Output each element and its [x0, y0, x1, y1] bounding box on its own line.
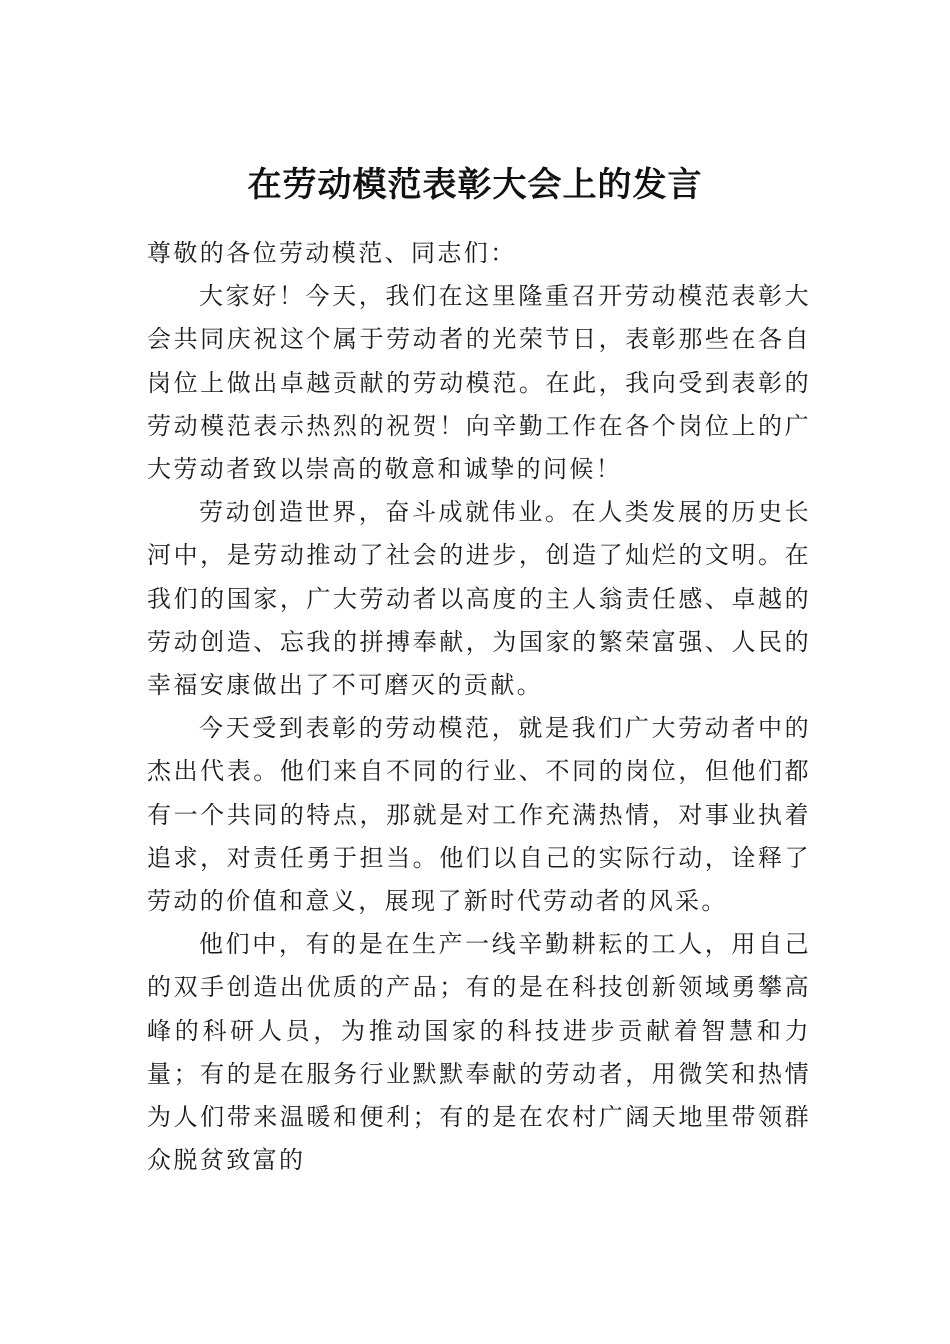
paragraph-4: 他们中，有的是在生产一线辛勤耕耘的工人，用自己的双手创造出优质的产品；有的是在科技创新领域勇攀高峰的科研人员，为推动国家的科技进步贡献着智慧和力量；有的是在服务行业默默奉献的劳动者，用微笑和热情为人们带来温暖和便利；有的是在农村广阔天地里带领群众脱贫致富的 — [147, 930, 811, 1175]
paragraph-3: 今天受到表彰的劳动模范，就是我们广大劳动者中的杰出代表。他们来自不同的行业、不同的岗位，但他们都有一个共同的特点，那就是对工作充满热情，对事业执着追求，对责任勇于担当。他们以自己的实际行动，诠释了劳动的价值和意义，展现了新时代劳动者的风采。 — [147, 714, 811, 916]
document-body — [147, 232, 811, 1182]
document-title: 在劳动模范表彰大会上的发言 — [247, 165, 703, 205]
paragraph-2: 劳动创造世界，奋斗成就伟业。在人类发展的历史长河中，是劳动推动了社会的进步，创造了灿烂的文明。在我们的国家，广大劳动者以高度的主人翁责任感、卓越的劳动创造、忘我的拼搏奉献，为国家的繁荣富强、人民的幸福安康做出了不可磨灭的贡献。 — [147, 498, 811, 700]
salutation: 尊敬的各位劳动模范、同志们： — [147, 239, 517, 267]
paragraph-1: 大家好！今天，我们在这里隆重召开劳动模范表彰大会共同庆祝这个属于劳动者的光荣节日，表彰那些在各自岗位上做出卓越贡献的劳动模范。在此，我向受到表彰的劳动模范表示热烈的祝贺！向辛勤工作在各个岗位上的广大劳动者致以崇高的敬意和诚挚的问候！ — [147, 282, 811, 484]
